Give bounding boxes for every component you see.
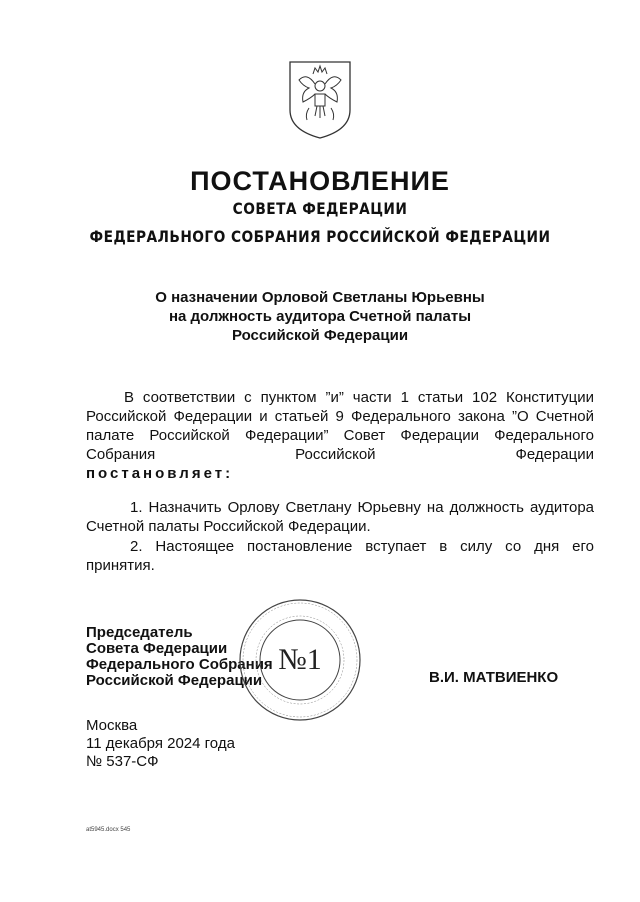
document-subtitle-assembly: ФЕДЕРАЛЬНОГО СОБРАНИЯ РОССИЙСКОЙ ФЕДЕРАЦИИ	[89, 227, 551, 246]
signer-line: Российской Федерации	[86, 672, 263, 689]
decree-item-1: 1. Назначить Орлову Светлану Юрьевну на должность аудитора Счетной палаты Российской Федерации.	[86, 499, 594, 535]
file-reference: at5945.docx 545	[86, 827, 131, 833]
footer-date: 11 декабря 2024 года	[86, 735, 235, 752]
signer-line: Совета Федерации	[86, 640, 228, 657]
decree-item-2: 2. Настоящее постановление вступает в силу со дня его принятия.	[86, 538, 594, 574]
official-stamp	[236, 596, 364, 724]
signer-line: Председатель	[86, 624, 193, 641]
subject-line: Российской Федерации	[231, 327, 409, 344]
signer-name: В.И. МАТВИЕНКО	[429, 669, 559, 686]
decree-word: постановляет:	[86, 465, 234, 482]
document-subtitle-council: СОВЕТА ФЕДЕРАЦИИ	[232, 199, 408, 218]
russian-coat-of-arms-icon	[285, 58, 355, 140]
document-title: ПОСТАНОВЛЕНИЕ	[190, 166, 450, 196]
footer-city: Москва	[86, 717, 138, 734]
preamble-paragraph: В соответствии с пунктом ”и” части 1 статьи 102 Конституции Российской Федерации и статьей 9 Федерального закона ”О Счетной палате Российской Федерации” Совет Федерации Федерального Собрания Российской Федерации	[86, 389, 594, 463]
stamp-number: №1	[278, 643, 322, 676]
document-subject	[0, 288, 640, 345]
document-footer	[86, 717, 235, 771]
subject-line: на должность аудитора Счетной палаты	[168, 308, 472, 325]
signer-line: Федерального Собрания	[86, 656, 273, 673]
subject-line: О назначении Орловой Светланы Юрьевны	[155, 289, 485, 306]
footer-number: № 537-СФ	[86, 753, 159, 770]
